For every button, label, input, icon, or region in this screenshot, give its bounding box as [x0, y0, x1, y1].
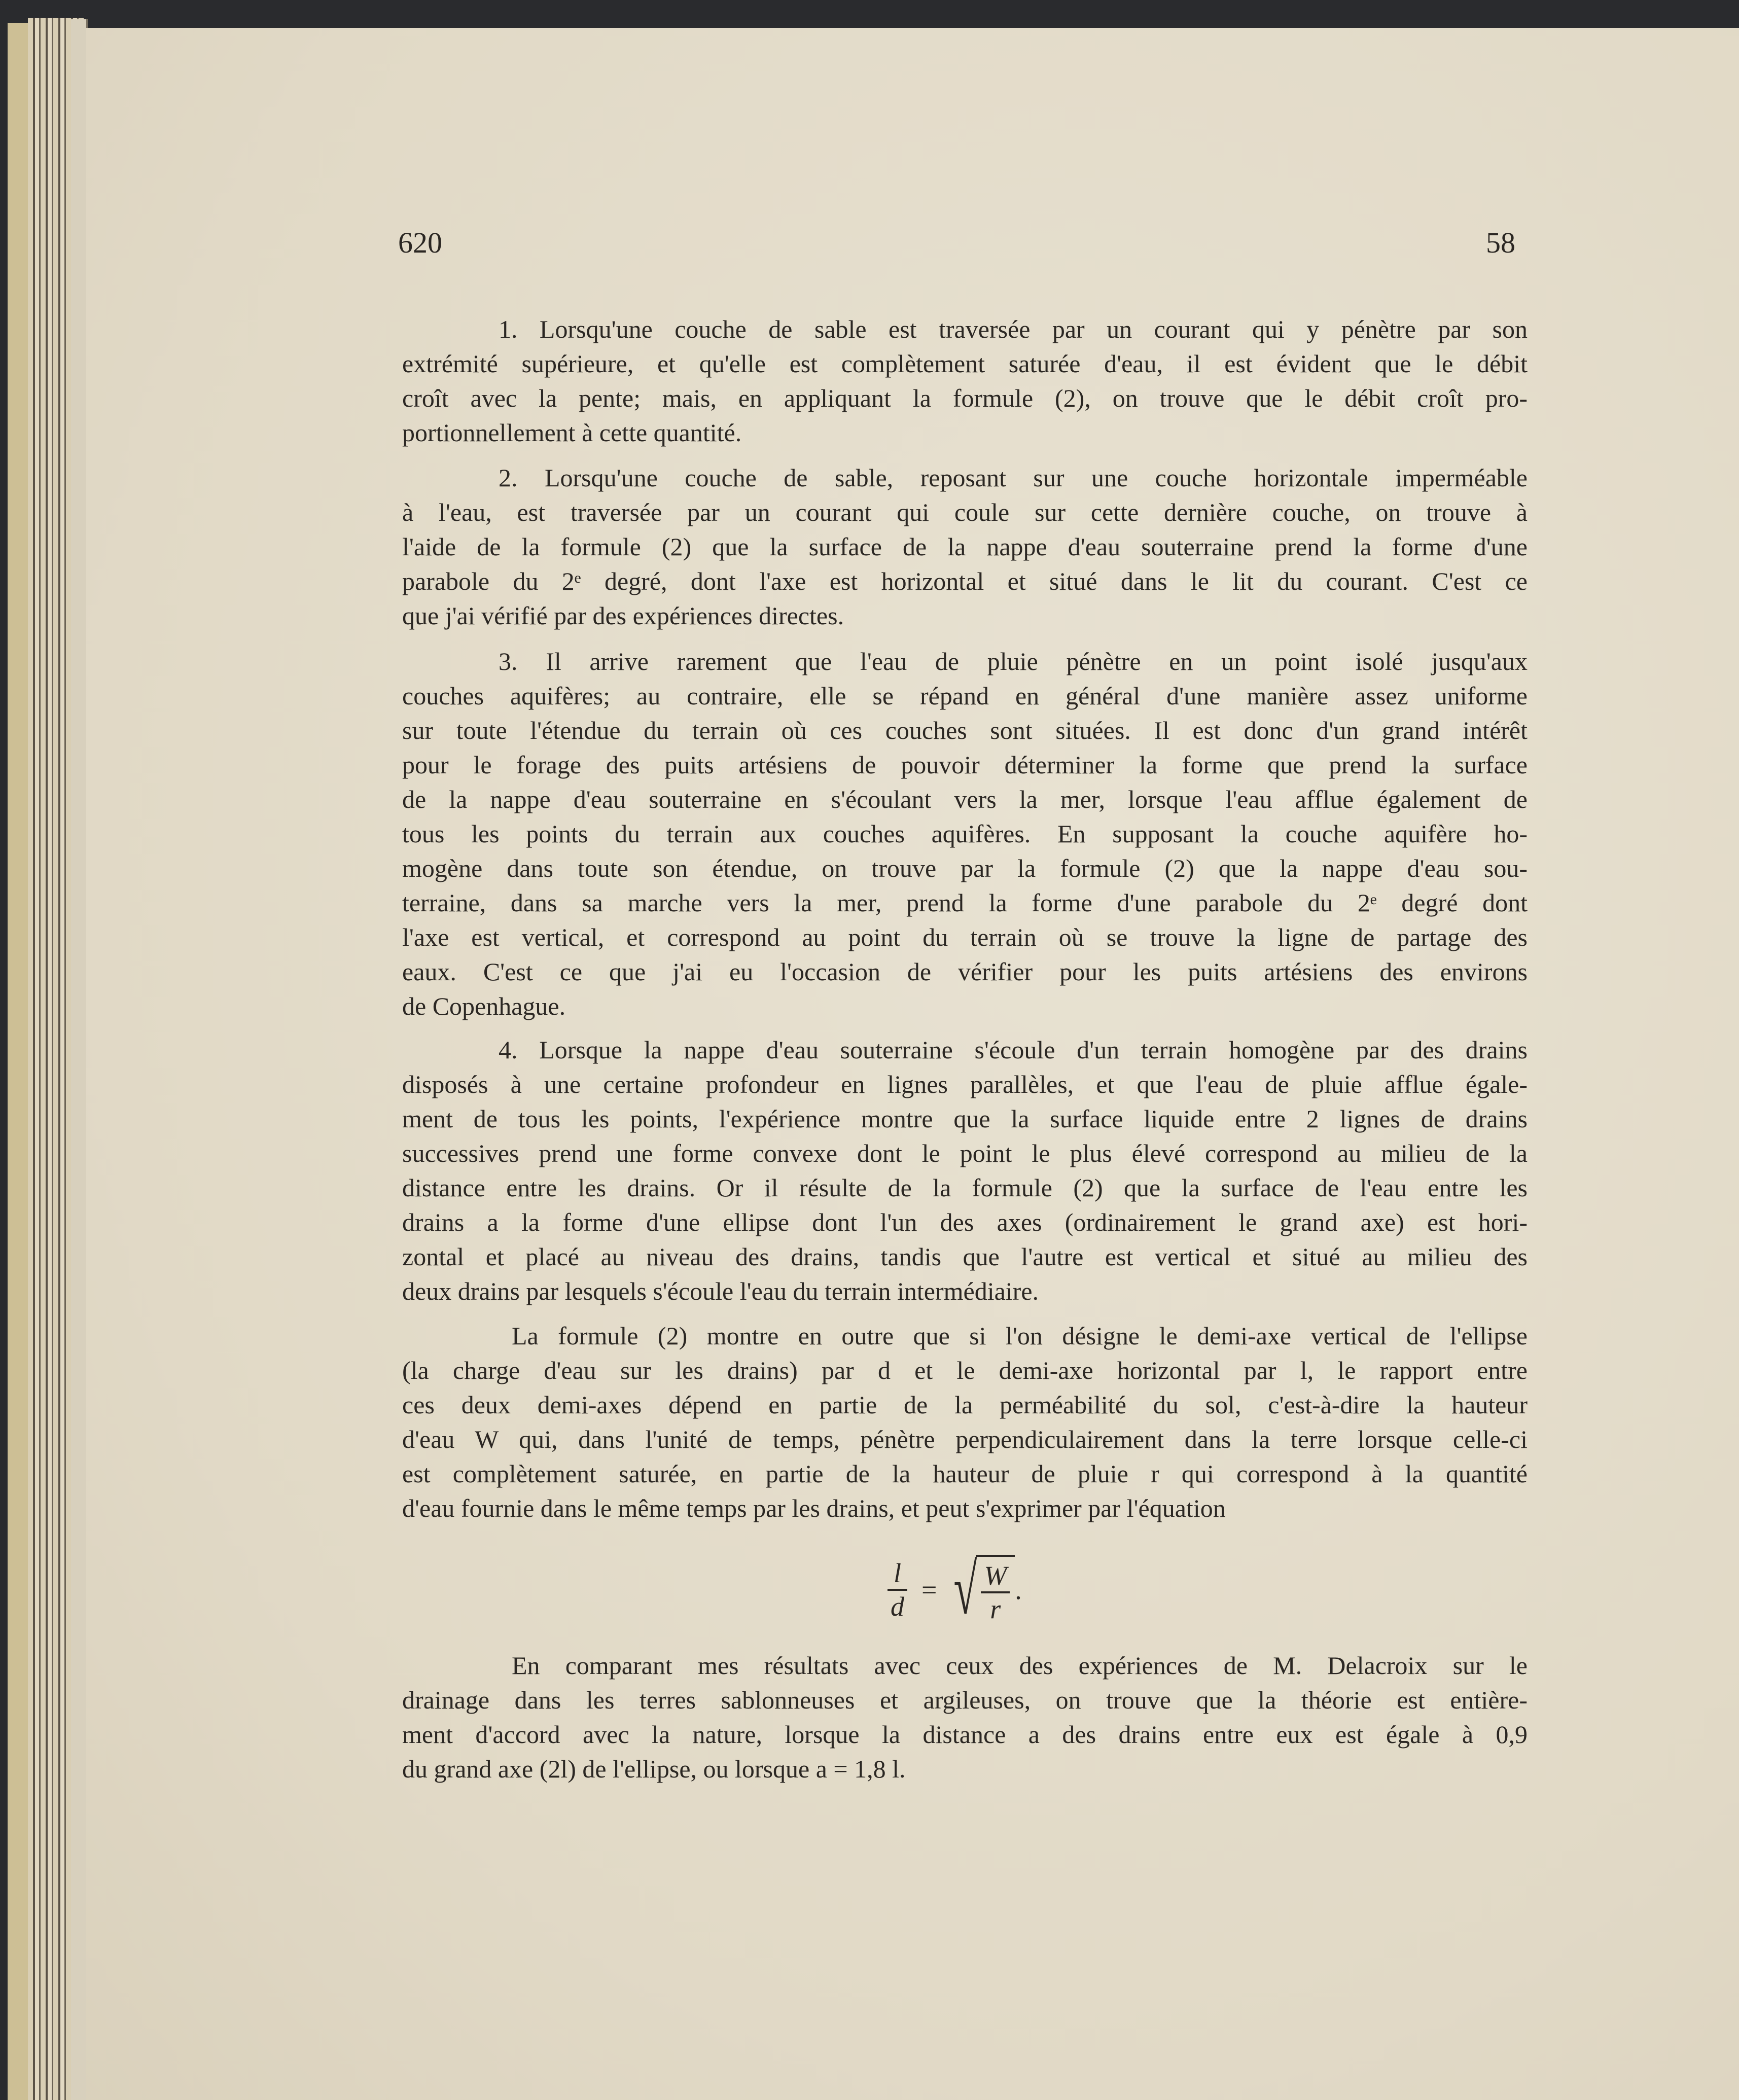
text-line: En comparant mes résultats avec ceux des expériences de M. Delacroix sur le [512, 1651, 1528, 1680]
text-line: de Copenhague. [402, 992, 566, 1020]
radicand [976, 1555, 1015, 1625]
text-line: est complètement saturée, en partie de la hauteur de pluie r qui correspond à la quantité [402, 1460, 1528, 1488]
text-line: ces deux demi-axes dépend en partie de la perméabilité du sol, c'est-à-dire la hauteur [402, 1391, 1528, 1419]
page-number-left: 620 [398, 226, 442, 259]
text-line: 3. Il arrive rarement que l'eau de pluie pénètre en un point isolé jusqu'aux [499, 647, 1528, 675]
book-cover-edge [8, 23, 28, 2100]
paragraph-2 [402, 460, 1528, 633]
text-line: d'eau fournie dans le même temps par les drains, et peut s'exprimer par l'équation [402, 1494, 1226, 1522]
text-line: successives prend une forme convexe dont le point le plus élevé correspond au milieu de la [402, 1139, 1528, 1167]
text-line: 4. Lorsque la nappe d'eau souterraine s'écoule d'un terrain homogène par des drains [499, 1036, 1528, 1064]
text-line: couches aquifères; au contraire, elle se répand en général d'une manière assez uniforme [402, 682, 1528, 710]
text-line: pour le forage des puits artésiens de pouvoir déterminer la forme que prend la surface [402, 751, 1528, 779]
text-line: croît avec la pente; mais, en appliquant la formule (2), on trouve que le débit croît pro- [402, 384, 1528, 412]
text-line: parabole du 2ᵉ degré, dont l'axe est horizontal et situé dans le lit du courant. C'est ce [402, 567, 1528, 595]
text-line: sur toute l'étendue du terrain où ces couches sont situées. Il est donc d'un grand intérêt [402, 716, 1528, 744]
text-line: 2. Lorsqu'une couche de sable, reposant sur une couche horizontale imperméable [499, 464, 1528, 492]
text-line: extrémité supérieure, et qu'elle est complètement saturée d'eau, il est évident que le débit [402, 349, 1528, 378]
equation [882, 1542, 1022, 1638]
text-line: d'eau W qui, dans l'unité de temps, pénètre perpendiculairement dans la terre lorsque celle-ci [402, 1425, 1528, 1453]
text-line: l'axe est vertical, et correspond au point du terrain où se trouve la ligne de partage des [402, 923, 1528, 951]
text-line: mogène dans toute son étendue, on trouve par la formule (2) que la nappe d'eau sou- [402, 854, 1528, 882]
text-line: tous les points du terrain aux couches aquifères. En supposant la couche aquifère ho- [402, 820, 1528, 848]
text-line: l'aide de la formule (2) que la surface de la nappe d'eau souterraine prend la forme d'une [402, 532, 1528, 561]
text-line: (la charge d'eau sur les drains) par d et le demi-axe horizontal par l, le rapport entre [402, 1356, 1528, 1384]
paragraph-4 [402, 1033, 1528, 1308]
text-line: que j'ai vérifié par des expériences directes. [402, 601, 844, 630]
text-line: drains a la forme d'une ellipse dont l'un des axes (ordinairement le grand axe) est hori- [402, 1208, 1528, 1236]
text-line: drainage dans les terres sablonneuses et argileuses, on trouve que la théorie est entière- [402, 1686, 1528, 1714]
denominator: d [891, 1591, 904, 1622]
text-line: de la nappe d'eau souterraine en s'écoulant vers la mer, lorsque l'eau afflue également de [402, 785, 1528, 813]
page-number-right: 58 [1486, 226, 1515, 259]
equation-period: . [1015, 1575, 1022, 1605]
page-gutter [71, 19, 88, 2100]
paragraph-5 [402, 1319, 1528, 1525]
text-line: zontal et placé au niveau des drains, tandis que l'autre est vertical et situé au milieu des [402, 1242, 1528, 1271]
text-line: terraine, dans sa marche vers la mer, prend la forme d'une parabole du 2ᵉ degré dont [402, 888, 1528, 917]
text-line: portionnellement à cette quantité. [402, 418, 742, 447]
paragraph-1 [402, 312, 1528, 450]
denominator: r [990, 1594, 1001, 1624]
paragraph-3 [402, 644, 1528, 1023]
text-line: ment d'accord avec la nature, lorsque la distance a des drains entre eux est égale à 0,9 [402, 1720, 1528, 1749]
text-line: du grand axe (2l) de l'ellipse, ou lorsque a = 1,8 l. [402, 1755, 906, 1783]
numerator: l [893, 1558, 901, 1588]
numerator: W [984, 1560, 1007, 1591]
fraction-l-over-d [888, 1557, 907, 1622]
text-line: ment de tous les points, l'expérience montre que la surface liquide entre 2 lignes de drains [402, 1105, 1528, 1133]
text-line: 1. Lorsqu'une couche de sable est traversée par un courant qui y pénètre par son [499, 315, 1528, 343]
equals-sign: = [921, 1575, 937, 1605]
text-line: eaux. C'est ce que j'ai eu l'occasion de vérifier pour les puits artésiens des environs [402, 957, 1528, 986]
text-line: distance entre les drains. Or il résulte de la formule (2) que la surface de l'eau entre les [402, 1173, 1528, 1202]
square-root-sign: √ [953, 1550, 977, 1629]
fraction-w-over-r [981, 1560, 1010, 1625]
paragraph-6 [402, 1648, 1528, 1786]
text-line: disposés à une certaine profondeur en lignes parallèles, et que l'eau de pluie afflue égale- [402, 1070, 1528, 1098]
text-line: La formule (2) montre en outre que si l'on désigne le demi-axe vertical de l'ellipse [512, 1322, 1528, 1350]
text-line: à l'eau, est traversée par un courant qui coule sur cette dernière couche, on trouve à [402, 498, 1528, 526]
text-line: deux drains par lesquels s'écoule l'eau du terrain intermédiaire. [402, 1277, 1039, 1305]
